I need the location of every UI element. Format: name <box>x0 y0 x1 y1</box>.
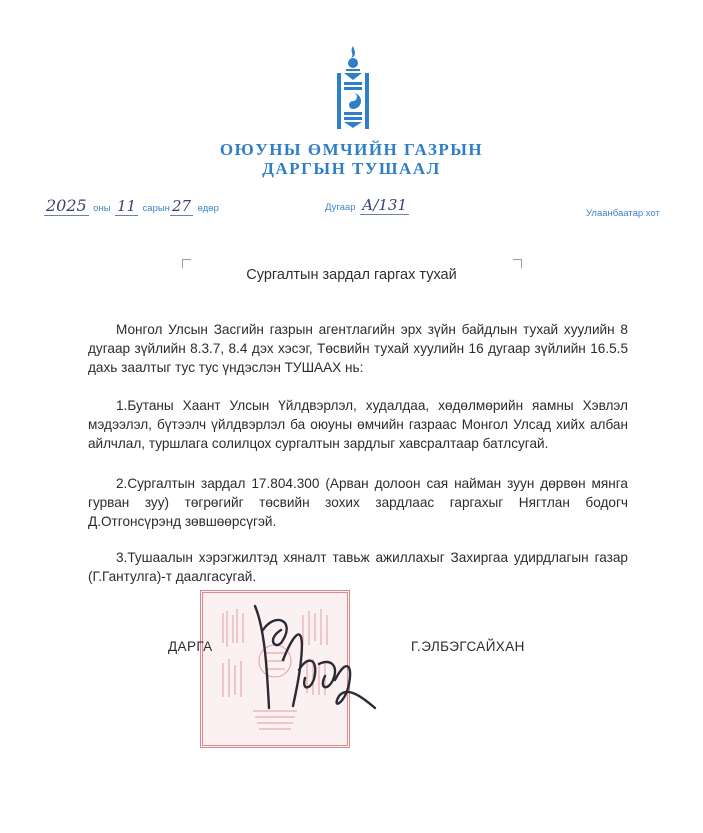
city-line <box>586 203 660 225</box>
month-label: сарын <box>142 203 170 214</box>
document-title: Сургалтын зардал гаргах тухай <box>246 267 457 283</box>
signatory-name: Г.ЭЛБЭГСАЙХАН <box>411 639 525 654</box>
order-item-3: 3.Тушаалын хэрэгжилтэд хяналт тавьж ажиллахыг Захиргаа удирдлагын газар (Г.Гантулга)-т даалгасугай. <box>88 550 628 585</box>
number-value: А/131 <box>361 196 407 214</box>
number-line <box>325 196 409 218</box>
city-label: Улаанбаатар хот <box>586 208 660 219</box>
month-value: 11 <box>116 197 137 215</box>
soyombo-emblem-icon <box>333 44 373 134</box>
year-value: 2025 <box>46 196 87 215</box>
year-label: оны <box>93 203 111 214</box>
order-item-1: 1.Бутаны Хаант Улсын Үйлдвэрлэл, худалдаа, хөдөлмөрийн яамны Хэвлэл мэдээлэл, бүтээлч үйлдвэрлэл ба оюуны өмчийн газраас Монгол Улсад хийх албан айлчлал, туршлага солилцох сургалтын зардлыг хавсралтаар батлсугай. <box>88 398 628 452</box>
order-item-2: 2.Сургалтын зардал 17.804.300 (Арван долоон сая найман зуун дөрвөн мянга гурван зуу) төгрөгийг төсвийн зохих зардлаас гаргахыг Нягтлан бодогч Д.Отгонсүрэнд зөвшөөрсүгэй. <box>88 476 628 530</box>
day-value: 27 <box>171 197 192 215</box>
handwritten-signature-icon <box>235 600 385 720</box>
document-type-heading: ДАРГЫН ТУШААЛ <box>262 159 441 178</box>
organization-name: ОЮУНЫ ӨМЧИЙН ГАЗРЫН <box>219 140 484 159</box>
intro-paragraph: Монгол Улсын Засгийн газрын агентлагийн эрх зүйн байдлын тухай хуулийн 8 дугаар зүйлийн 8.3.7, 8.4 дэх хэсэг, Төсвийн тухай хуулийн 16 дугаар зүйлийн 16.5.5 дахь заалтыг тус тус үндэслэн ТУШААХ нь: <box>88 322 628 376</box>
number-label: Дугаар <box>325 202 356 213</box>
day-label: өдөр <box>197 203 219 214</box>
signatory-position: ДАРГА <box>168 639 213 654</box>
date-line <box>44 196 219 218</box>
